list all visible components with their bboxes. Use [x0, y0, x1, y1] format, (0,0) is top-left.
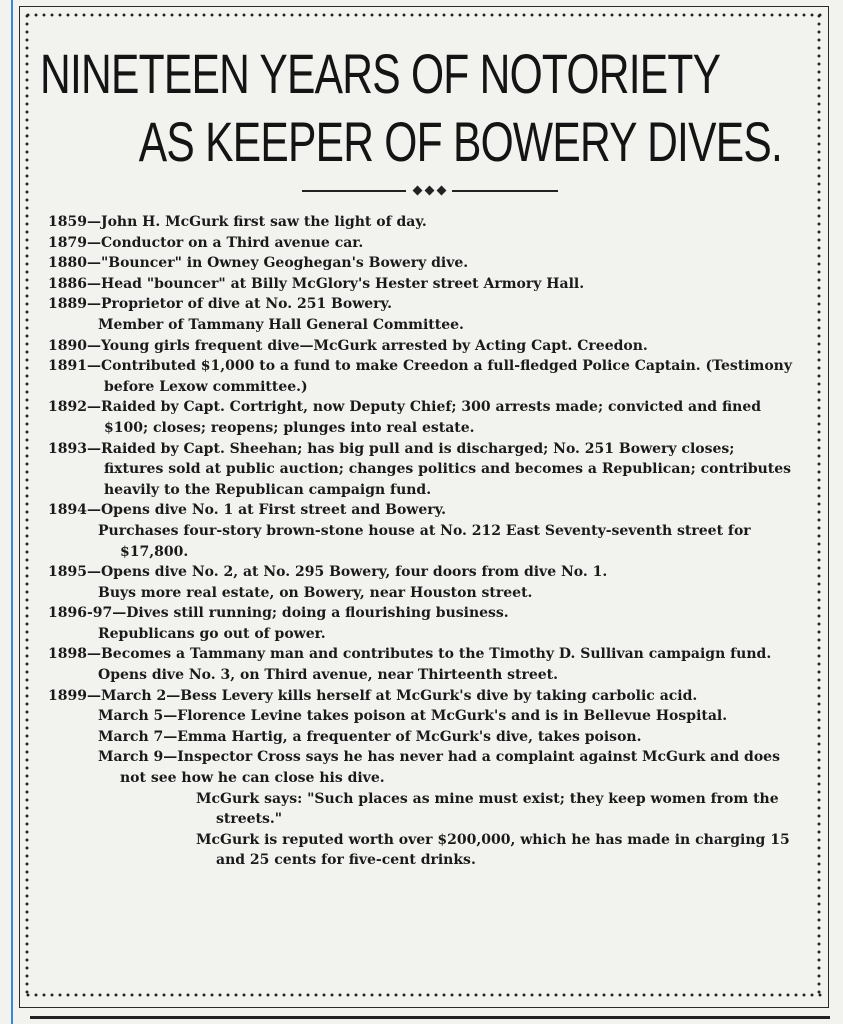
- timeline-entry: March 7—Emma Hartig, a frequenter of McGurk's dive, takes poison.: [98, 728, 642, 745]
- headline-line-1: NINETEEN YEARS OF NOTORIETY: [40, 42, 721, 105]
- page-cut-rule: [30, 1016, 830, 1019]
- timeline-entry: 1859—John H. McGurk first saw the light of day.: [48, 214, 427, 230]
- timeline-entry: 1896-97—Dives still running; doing a flourishing business.: [48, 605, 509, 622]
- dotted-border-left: [22, 12, 32, 998]
- timeline-entry: Opens dive No. 3, on Third avenue, near Thirteenth street.: [98, 667, 559, 684]
- timeline-entry: 1890—Young girls frequent dive—McGurk arrested by Acting Capt. Creedon.: [48, 337, 648, 354]
- timeline-entry: Buys more real estate, on Bowery, near Houston street.: [98, 584, 533, 601]
- timeline-entry: 1886—Head "bouncer" at Billy McGlory's Hester street Armory Hall.: [48, 275, 585, 292]
- timeline-entry: March 5—Florence Levine takes poison at McGurk's and is in Bellevue Hospital.: [98, 708, 728, 725]
- timeline-entry: 1880—"Bouncer" in Owney Geoghegan's Bowery dive.: [48, 255, 469, 272]
- timeline-entry: 1891—Contributed $1,000 to a fund to make Creedon a full-fledged Police Captain. (Testimony before Lexow committee.): [48, 358, 792, 395]
- timeline-entry: 1894—Opens dive No. 1 at First street and Bowery.: [48, 502, 447, 519]
- timeline-entry: 1892—Raided by Capt. Cortright, now Deputy Chief; 300 arrests made; convicted and fined $100; closes; reopens; plunges into real estate.: [48, 399, 762, 436]
- timeline-entry: Member of Tammany Hall General Committee.: [98, 316, 464, 333]
- headline-line-2: AS KEEPER OF BOWERY DIVES.: [138, 110, 783, 173]
- timeline-entry: 1899—March 2—Bess Levery kills herself at McGurk's dive by taking carbolic acid.: [48, 687, 698, 704]
- timeline-entry: March 9—Inspector Cross says he has never had a complaint against McGurk and does not see how he can close his dive.: [98, 749, 780, 787]
- timeline-entry: McGurk is reputed worth over $200,000, which he has made in charging 15 and 25 cents for five-cent drinks.: [196, 831, 790, 869]
- article-headline: [40, 40, 783, 176]
- dotted-border-right: [814, 12, 824, 998]
- timeline-entry: 1879—Conductor on a Third avenue car.: [48, 234, 364, 251]
- timeline-entry: 1893—Raided by Capt. Sheehan; has big pull and is discharged; No. 251 Bowery closes; fixtures sold at public auction; changes politics and becomes a Republican; contributes heavily to the Republican campaign fund.: [48, 440, 792, 498]
- headline-ornament-divider: [302, 186, 558, 196]
- dotted-border-bottom: [24, 990, 822, 1000]
- timeline-entry: Republicans go out of power.: [98, 625, 326, 642]
- timeline-entry: 1898—Becomes a Tammany man and contributes to the Timothy D. Sullivan campaign fund.: [48, 646, 772, 663]
- chronology-list: [48, 212, 798, 871]
- timeline-entry: 1889—Proprietor of dive at No. 251 Bowery.: [48, 296, 392, 313]
- timeline-entry: McGurk says: "Such places as mine must exist; they keep women from the streets.": [196, 790, 779, 828]
- column-rule: [11, 0, 13, 1024]
- dotted-border-top: [24, 10, 822, 20]
- timeline-entry: Purchases four-story brown-stone house at No. 212 East Seventy-seventh street for $17,800.: [98, 522, 751, 560]
- timeline-entry: 1895—Opens dive No. 2, at No. 295 Bowery, four doors from dive No. 1.: [48, 564, 608, 581]
